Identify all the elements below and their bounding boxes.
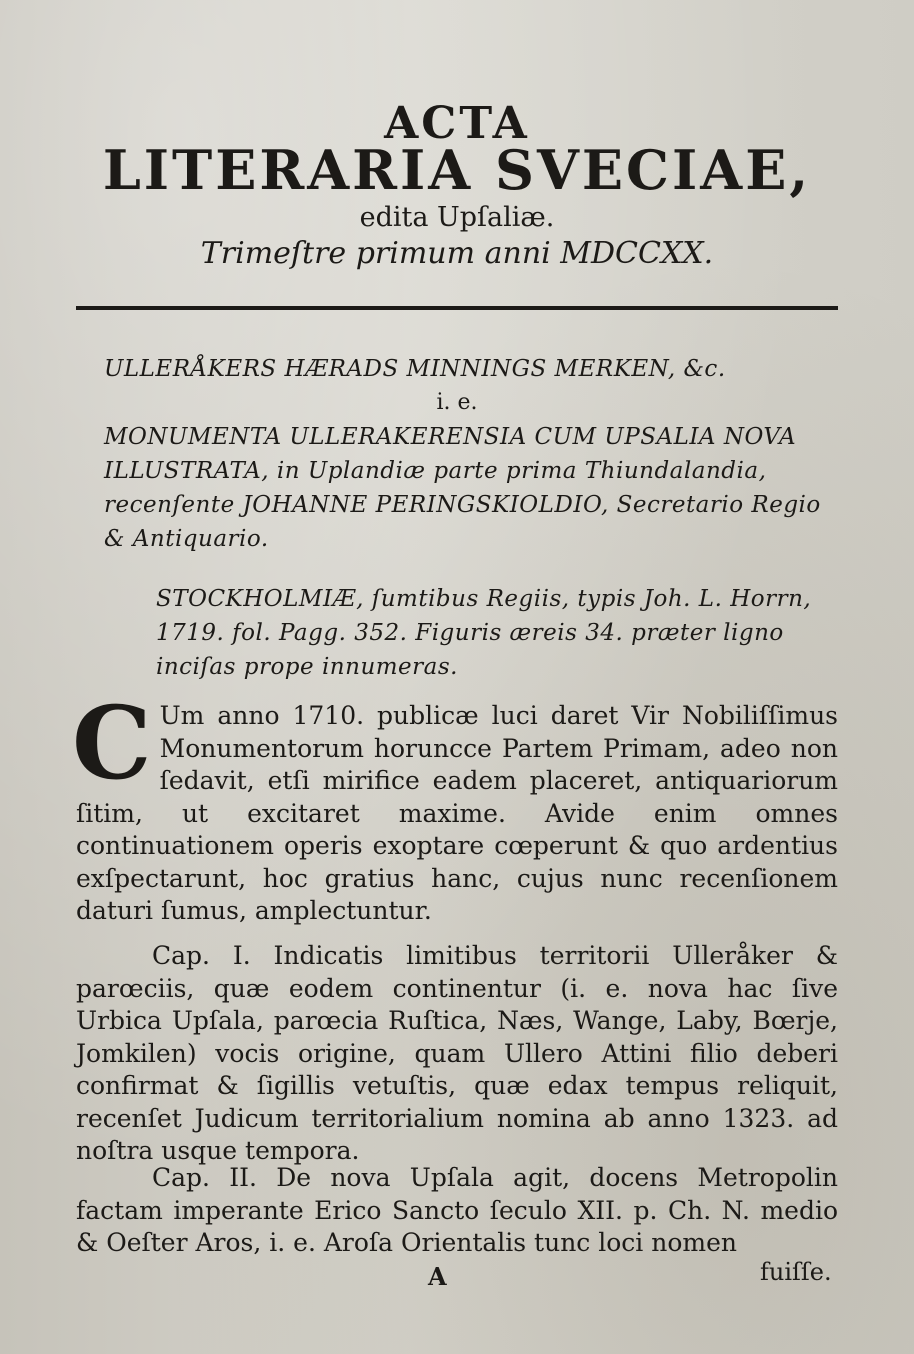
signature-mark: A <box>428 1262 447 1291</box>
id-est: i. e. <box>436 390 478 415</box>
paragraph-intro-text: Um anno 1710. publicæ luci daret Vir Nobiliſſimus Monumentorum horuncce Partem Primam, adeo non ſedavit, etſi mirifice eadem placeret, antiquariorum ſitim, ut excitaret maxime. Avide enim omnes continuationem operis exoptare cœperunt & quo ardentius exſpectarunt, hoc gratius hanc, cujus nunc recenſionem daturi ſumus, amplectuntur. <box>76 701 838 925</box>
header-rule <box>76 306 838 310</box>
catchword: fuiſſe. <box>760 1258 832 1286</box>
paragraph-cap-1: Cap. I. Indicatis limitibus territorii Ulleråker & parœciis, quæ eodem continentur (i. e. nova hac ſive Urbica Upſala, parœcia Ruſtica, Næs, Wange, Laby, Bœrje, Jomkilen) vocis origine, quam Ullero Attini filio deberi confirmat & ſigillis vetuſtis, quæ edax tempus reliquit, recenſet Judicum territorialium nomina ab anno 1323. ad noſtra usque tempora. <box>76 941 838 1165</box>
reviewed-book-title: ULLERÅKERS HÆRADS MINNINGS MERKEN, &c. <box>104 356 726 382</box>
drop-cap: C <box>72 684 152 802</box>
journal-title: LITERARIA SVECIAE, <box>102 138 812 202</box>
journal-place: edita Upſaliæ. <box>359 202 555 233</box>
publication-details: STOCKHOLMIÆ, ſumtibus Regiis, typis Joh. L. Horrn, 1719. fol. Pagg. 352. Figuris æreis 34. præter ligno inciſas prope innumeras. <box>156 586 812 680</box>
paragraph-cap-2: Cap. II. De nova Upſala agit, docens Metropolin factam imperante Erico Sancto ſeculo XII. p. Ch. N. medio & Oeſter Aros, i. e. Aroſa Orientalis tunc loci nomen <box>76 1163 838 1257</box>
reviewed-book-latin-title: MONUMENTA ULLERAKERENSIA CUM UPSALIA NOVA ILLUSTRATA, in Uplandiæ parte prima Thiundalandia, recenſente JOHANNE PERINGSKIOLDIO, Secretario Regio & Antiquario. <box>104 424 821 552</box>
journal-title-acta: ACTA <box>384 98 530 149</box>
journal-issue: Trimeſtre primum anni MDCCXX. <box>200 236 714 271</box>
paragraph-intro <box>72 684 838 928</box>
